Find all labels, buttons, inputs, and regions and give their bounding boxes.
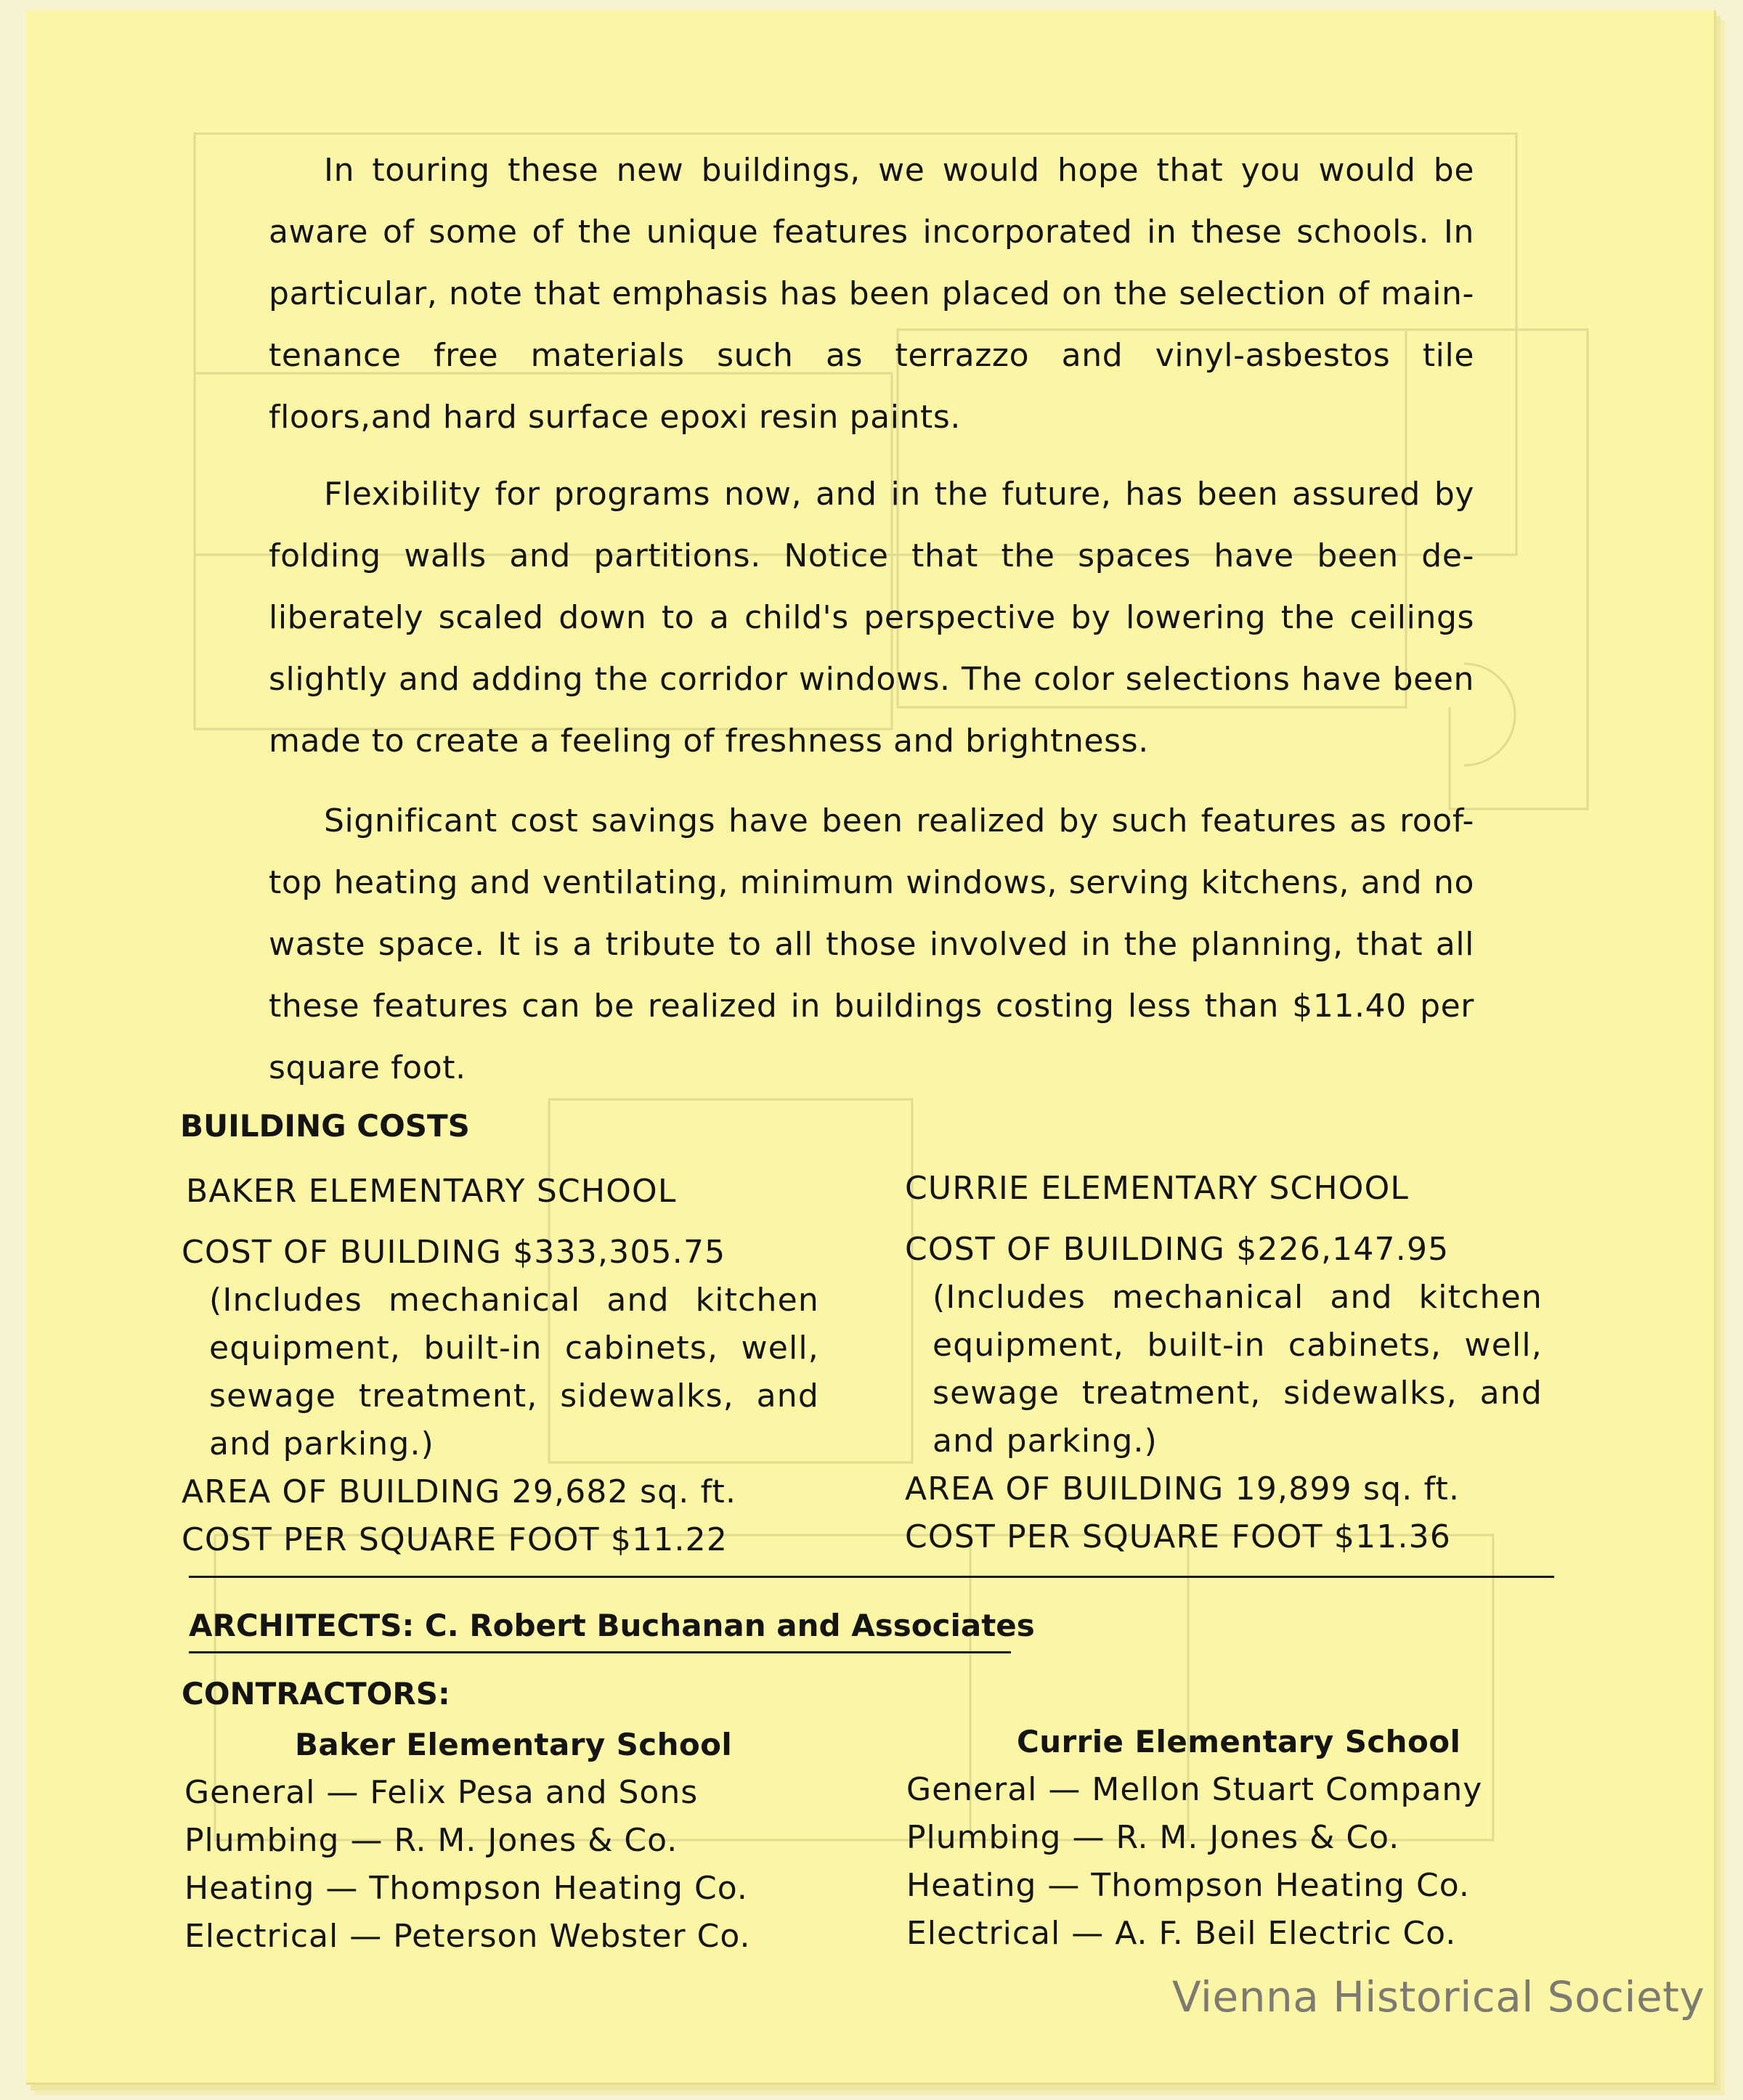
currie-includes-line-2: equipment, built-in cabinets, well, bbox=[933, 1327, 1543, 1364]
baker-costs-column bbox=[182, 1168, 819, 1564]
baker-includes-line-2: equipment, built-in cabinets, well, bbox=[209, 1330, 819, 1367]
baker-area: AREA OF BUILDING 29,682 sq. ft. bbox=[182, 1473, 737, 1510]
baker-includes-line-3: sewage treatment, sidewalks, and bbox=[209, 1377, 819, 1415]
currie-general-contractor: General — Mellon Stuart Company bbox=[906, 1771, 1483, 1808]
baker-includes-line-4: and parking.) bbox=[209, 1425, 435, 1462]
baker-contractors bbox=[184, 1721, 750, 1961]
architects-underline bbox=[189, 1651, 1011, 1653]
currie-cost-per-square-foot: COST PER SQUARE FOOT $11.36 bbox=[905, 1518, 1452, 1555]
currie-area: AREA OF BUILDING 19,899 sq. ft. bbox=[905, 1470, 1460, 1507]
baker-heating-contractor: Heating — Thompson Heating Co. bbox=[184, 1870, 748, 1907]
building-costs-heading: BUILDING COSTS bbox=[180, 1108, 470, 1144]
currie-includes-line-4: and parking.) bbox=[933, 1423, 1158, 1460]
costs-divider-rule bbox=[189, 1576, 1554, 1578]
currie-heating-contractor: Heating — Thompson Heating Co. bbox=[906, 1867, 1470, 1904]
baker-general-contractor: General — Felix Pesa and Sons bbox=[184, 1774, 699, 1811]
currie-plumbing-contractor: Plumbing — R. M. Jones & Co. bbox=[906, 1819, 1400, 1856]
baker-cost-per-square-foot: COST PER SQUARE FOOT $11.22 bbox=[182, 1521, 728, 1558]
currie-school-name: CURRIE ELEMENTARY SCHOOL bbox=[905, 1170, 1410, 1207]
currie-cost-of-building: COST OF BUILDING $226,147.95 bbox=[905, 1231, 1450, 1268]
architects-line: ARCHITECTS: C. Robert Buchanan and Associates bbox=[189, 1608, 1035, 1643]
document-page bbox=[26, 10, 1716, 2085]
baker-plumbing-contractor: Plumbing — R. M. Jones & Co. bbox=[184, 1822, 678, 1859]
currie-contractors bbox=[906, 1718, 1482, 1958]
baker-cost-of-building: COST OF BUILDING $333,305.75 bbox=[182, 1234, 726, 1271]
currie-includes-line-3: sewage treatment, sidewalks, and bbox=[933, 1375, 1543, 1412]
baker-electrical-contractor: Electrical — Peterson Webster Co. bbox=[184, 1918, 751, 1955]
flexibility-paragraph: Flexibility for programs now, and in the future, has been assured by folding walls and partitions. Notice that the spaces have been de-liberately scaled down to a child's perspective by lowering the ceilings slightly and adding the corridor windows. The color selections have been made to create a feeling of freshness and brightness. bbox=[269, 476, 1474, 760]
currie-includes-line-1: (Includes mechanical and kitchen bbox=[933, 1279, 1543, 1316]
intro-paragraph: In touring these new buildings, we would hope that you would be aware of some of the unique features incorporated in these schools. In particular, note that emphasis has been placed on the selection of main-tenance free materials such as terrazzo and vinyl-asbestos tile floors,and hard surface epoxi resin paints. bbox=[269, 152, 1474, 436]
watermark: Vienna Historical Society bbox=[1172, 1972, 1705, 2022]
currie-contractors-title: Currie Elementary School bbox=[1017, 1724, 1461, 1759]
contractors-heading: CONTRACTORS: bbox=[182, 1676, 450, 1712]
baker-includes-line-1: (Includes mechanical and kitchen bbox=[209, 1282, 819, 1319]
currie-costs-column bbox=[905, 1165, 1543, 1561]
baker-contractors-title: Baker Elementary School bbox=[295, 1727, 733, 1762]
baker-school-name: BAKER ELEMENTARY SCHOOL bbox=[186, 1173, 677, 1210]
currie-electrical-contractor: Electrical — A. F. Beil Electric Co. bbox=[906, 1915, 1457, 1952]
cost-savings-paragraph: Significant cost savings have been realized by such features as roof-top heating and ventilating, minimum windows, serving kitchens, and no waste space. It is a tribute to all those involved in the planning, that all these features can be realized in buildings costing less than $11.40 per square foot. bbox=[269, 802, 1474, 1086]
